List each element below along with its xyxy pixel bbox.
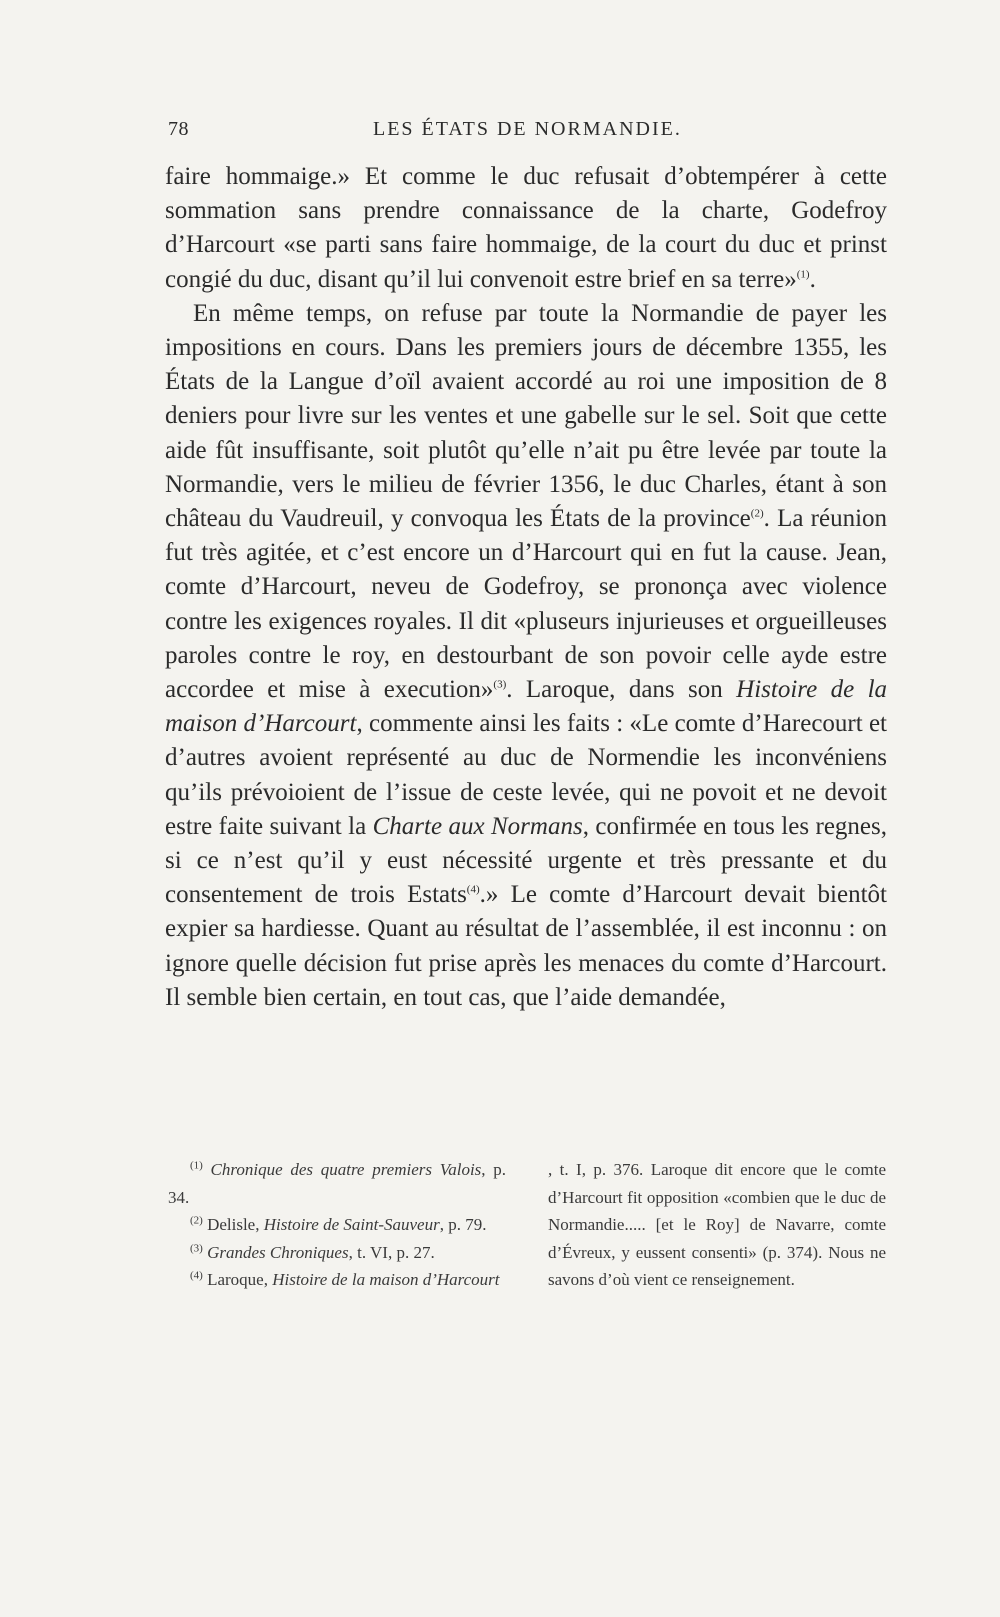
footnote-ref-1: (1)	[796, 268, 810, 281]
footnote-ref-4: (4)	[466, 883, 480, 896]
footnote-2-mark: (2)	[190, 1214, 203, 1227]
footnote-1-mark: (1)	[190, 1159, 203, 1172]
paragraph-2-part-e: , confirmée en tous les regnes, si ce n’est qu’il y eust nécessité urgente et très pressante et du consentement de trois Estats	[165, 812, 887, 909]
paragraph-2-part-d: , commente ainsi les faits : «Le comte d’Harecourt et d’autres avoient représenté au duc de Normendie les inconvéniens qu’ils prévoioient de l’issue de ceste levée, qui ne povoit et ne devoit estre faite suivant la	[165, 710, 887, 840]
paragraph-2-part-b: . La réunion fut très agitée, et c’est encore un d’Harcourt qui en fut la cause. Jean, comte d’Harcourt, neveu de Godefroy, se prononça avec violence contre les exigences royales. Il dit «pluseurs injurieuses et orgueilleuses paroles contre le roy, en destourbant de son povoir celle ayde estre accordee et mise à execution»	[165, 505, 888, 704]
footnote-4-title: Histoire de la maison d’Harcourt	[272, 1270, 500, 1289]
paragraph-2-part-c: . Laroque, dans son	[506, 676, 737, 704]
footnotes	[168, 1156, 886, 1294]
footnote-2-author: Delisle,	[207, 1215, 264, 1234]
footnote-4-mark: (4)	[190, 1269, 203, 1282]
footnote-1	[168, 1156, 506, 1211]
footnote-3	[168, 1239, 506, 1267]
page-number: 78	[168, 118, 189, 140]
footnotes-right-column	[548, 1156, 886, 1294]
footnote-3-rest: , t. VI, p. 27.	[348, 1242, 435, 1262]
footnote-4-author: Laroque,	[207, 1270, 273, 1289]
footnote-2-rest: , p. 79.	[439, 1215, 487, 1234]
paragraph-1-text: faire hommaige.» Et comme le duc refusait d’obtempérer à cette sommation sans prendre connaissance de la charte, Godefroy d’Harcourt «se parti sans faire hommaige, de la court du duc et prinst congié du duc, disant qu’il lui convenoit estre brief en sa terre»	[165, 163, 887, 293]
footnotes-left-column	[168, 1156, 506, 1294]
running-title: LES ÉTATS DE NORMANDIE.	[373, 118, 682, 140]
footnote-4-start	[168, 1266, 506, 1294]
footnote-1-rest: , p. 34.	[168, 1160, 506, 1207]
footnote-4-rest: , t. I, p. 376. Laroque dit encore que le comte d’Harcourt fit opposition «combien que le duc de Normandie..... [et le Roy] de Navarre, comte d’Évreux, y eussent consenti» (p. 374). Nous ne savons d’où vient ce renseignement.	[548, 1160, 886, 1289]
footnote-2	[168, 1211, 506, 1239]
page-header	[168, 118, 888, 148]
footnote-3-title: Grandes Chroniques	[207, 1242, 349, 1262]
paragraph-2-part-a: En même temps, on refuse par toute la Normandie de payer les impositions en cours. Dans les premiers jours de décembre 1355, les États de la Langue d’oïl avaient accordé au roi une imposition de 8 deniers pour livre sur les ventes et une gabelle sur le sel. Soit que cette aide fût insuffisante, soit plutôt qu’elle n’ait pu être levée par toute la Normandie, vers le milieu de février 1356, le duc Charles, étant à son château du Vaudreuil, y convoqua les États de la province	[165, 299, 887, 533]
footnote-ref-2: (2)	[750, 507, 764, 520]
book-title-harcourt: Histoire de la maison d’Harcourt	[165, 676, 888, 738]
footnote-ref-3: (3)	[493, 678, 507, 691]
paragraph-2-part-f: .» Le comte d’Harcourt devait bientôt expier sa hardiesse. Quant au résultat de l’assemblée, il est inconnu : on ignore quelle décision fut prise après les menaces du comte d’Harcourt. Il semble bien certain, en tout cas, que l’aide demandée,	[165, 881, 887, 1011]
footnote-4-continued	[548, 1156, 886, 1294]
footnote-1-title: Chronique des quatre premiers Valois	[210, 1160, 482, 1179]
paragraph-1-end: .	[809, 265, 816, 293]
footnote-2-title: Histoire de Saint-Sauveur	[263, 1215, 440, 1234]
charter-title: Charte aux Normans	[372, 812, 583, 840]
paragraph-1	[165, 160, 887, 297]
paragraph-2	[165, 297, 887, 1015]
main-text	[165, 160, 887, 1015]
footnote-3-mark: (3)	[190, 1241, 203, 1254]
